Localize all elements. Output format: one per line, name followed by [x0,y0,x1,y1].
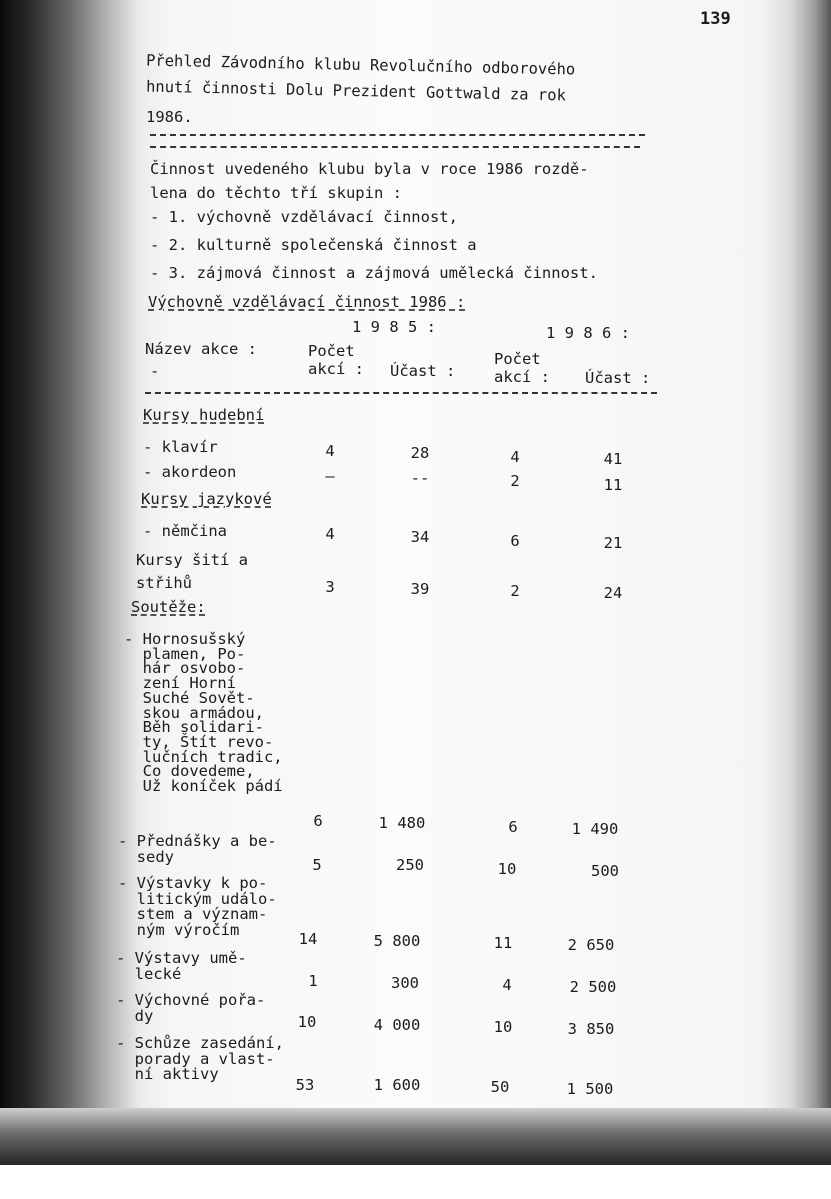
intro-line-3: - 1. výchovně vzdělávací činnost, [150,208,458,226]
cell-count-1985: 53 [295,1076,315,1094]
col-part-1985-header: Účast : [390,362,456,380]
col-name-header: Název akce : [145,340,257,358]
title-line-3: 1986. [146,108,193,126]
cell-count-1986: 10 [497,860,517,878]
row-label: - němčina [143,522,227,540]
cell-count-1986: 2 [510,582,520,600]
cell-part-1985: -- [410,469,430,487]
cell-part-1985: 28 [410,444,430,462]
intro-line-1: Činnost uvedeného klubu byla v roce 1986 rozdě- [150,160,589,178]
cell-part-1986: 2 500 [569,978,617,996]
cell-count-1986: 6 [510,532,520,550]
intro-line-5: - 3. zájmová činnost a zájmová umělecká činnost. [150,264,598,282]
row-label: - Výstavky k po- litickým událo- stem a význam- ným výročím [118,874,277,939]
intro-line-2: lena do těchto tří skupin : [150,184,402,202]
section-heading: Výchovně vzdělávací činnost 1986 : [148,293,466,311]
cell-part-1986: 21 [603,534,623,552]
col-count-1986-header: Počet akcí : [494,350,550,386]
cell-count-1985: 4 [325,442,335,460]
cell-part-1985: 1 480 [378,814,426,832]
cell-part-1986: 24 [603,584,623,602]
cell-part-1986: 11 [603,476,623,494]
row-heading-kursy-hudebni: Kursy hudební [143,406,265,424]
cell-part-1985: 5 800 [373,932,421,950]
cell-part-1986: 2 650 [567,936,615,954]
separator-1 [150,134,645,136]
cell-part-1986: 1 490 [571,820,619,838]
cell-count-1985: 1 [308,972,318,990]
cell-count-1986: 6 [508,818,518,836]
cell-count-1985: 4 [325,525,335,543]
separator-2 [150,146,640,148]
cell-count-1985: 3 [325,578,335,596]
title-line-1: Přehled Závodního klubu Revolučního odborového [145,51,576,79]
cell-count-1985: 5 [312,856,322,874]
row-label: - Přednášky a be- sedy [118,832,277,866]
cell-count-1986: 11 [493,934,513,952]
col-part-1986-header: Účast : [585,369,651,387]
cell-part-1985: 4 000 [373,1016,421,1034]
row-label: Kursy šití a střihů [136,551,248,592]
cell-part-1985: 300 [391,974,419,992]
row-label: - Výchovné pořa- dy [116,991,266,1025]
cell-count-1985: 6 [313,812,323,830]
intro-line-4: - 2. kulturně společenská činnost a [150,236,477,254]
cell-part-1986: 3 850 [567,1020,615,1038]
row-heading-souteze: Soutěže: [131,598,206,616]
col-count-1985-header: Počet akcí : [308,342,364,378]
cell-count-1985: – [325,467,335,485]
cell-part-1985: 250 [396,856,424,874]
cell-count-1986: 4 [510,448,520,466]
cell-part-1985: 34 [410,528,430,546]
year-1985: 1 9 8 5 : [352,318,436,336]
cell-part-1986: 1 500 [566,1080,614,1098]
cell-part-1986: 41 [603,450,623,468]
row-label: - Výstavy umě- lecké [116,949,247,983]
row-heading-kursy-jazykove: Kursy jazykové [141,490,272,508]
page-number: 139 [700,9,731,29]
cell-count-1985: 14 [298,930,318,948]
table-header-separator [145,392,657,394]
row-label: - akordeon [143,463,237,481]
cell-count-1985: 10 [297,1013,317,1031]
col-name-dash: - [150,362,160,380]
row-label: - klavír [143,438,218,456]
row-label: - Schůze zasedání, porady a vlast- ní aktivy [116,1034,284,1083]
title-line-2: hnutí činnosti Dolu Prezident Gottwald za rok [145,77,567,105]
row-label: - Hornosušský plamen, Po- hár osvobo- zení Horní Suché Sovět- skou armádou, Běh solidari- ty, Štít revo- lučních tradic, Co dovedeme, Už koníček pádí [124,630,283,796]
cell-count-1986: 50 [490,1078,510,1096]
cell-count-1986: 4 [502,976,512,994]
cell-part-1986: 500 [591,862,619,880]
year-1986: 1 9 8 6 : [546,324,630,342]
cell-count-1986: 10 [493,1018,513,1036]
cell-part-1985: 1 600 [373,1076,421,1094]
cell-count-1986: 2 [510,472,520,490]
cell-part-1985: 39 [410,580,430,598]
